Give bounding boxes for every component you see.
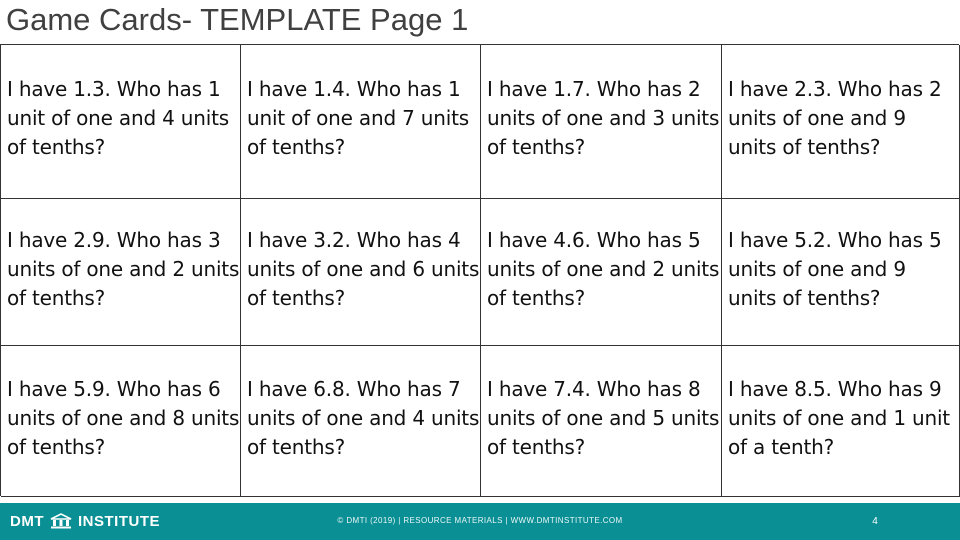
card-text: I have 5.2. Who has 5 units of one and 9 units of tenths?: [728, 227, 942, 310]
game-card: [722, 45, 960, 199]
game-card: [481, 45, 722, 199]
card-text: I have 4.6. Who has 5 units of one and 2 units of tenths?: [487, 227, 720, 310]
footer-bar: [0, 503, 960, 540]
game-card: [1, 346, 241, 497]
logo-dmt-text: DMT: [10, 512, 44, 530]
game-card: [1, 45, 241, 199]
game-card: [722, 199, 960, 346]
dmt-logo-icon: [50, 513, 72, 529]
card-text: I have 3.2. Who has 4 units of one and 6 units of tenths?: [247, 227, 480, 310]
game-card: [241, 346, 481, 497]
card-text: I have 1.4. Who has 1 unit of one and 7 units of tenths?: [247, 77, 469, 159]
game-card: [1, 199, 241, 346]
card-text: I have 8.5. Who has 9 units of one and 1 unit of a tenth?: [728, 376, 950, 459]
card-text: I have 1.7. Who has 2 units of one and 3 units of tenths?: [487, 77, 720, 159]
game-card: [481, 346, 722, 497]
card-text: I have 7.4. Who has 8 units of one and 5 units of tenths?: [487, 376, 720, 459]
page-title: Game Cards- TEMPLATE Page 1: [6, 2, 469, 37]
card-text: I have 1.3. Who has 1 unit of one and 4 units of tenths?: [7, 77, 229, 159]
logo-institute-text: INSTITUTE: [78, 512, 160, 530]
dmt-institute-logo: [10, 511, 160, 531]
card-text: I have 5.9. Who has 6 units of one and 8 units of tenths?: [7, 376, 240, 459]
card-grid: [0, 44, 959, 496]
game-card: [241, 45, 481, 199]
copyright-text: © DMTI (2019) | RESOURCE MATERIALS | WWW.DMTINSTITUTE.COM: [337, 516, 623, 525]
game-card: [241, 199, 481, 346]
card-text: I have 2.3. Who has 2 units of one and 9 units of tenths?: [728, 77, 942, 159]
card-text: I have 6.8. Who has 7 units of one and 4 units of tenths?: [247, 376, 480, 459]
game-card: [481, 199, 722, 346]
page-number: 4: [872, 516, 878, 527]
card-text: I have 2.9. Who has 3 units of one and 2 units of tenths?: [7, 227, 240, 310]
game-card: [722, 346, 960, 497]
